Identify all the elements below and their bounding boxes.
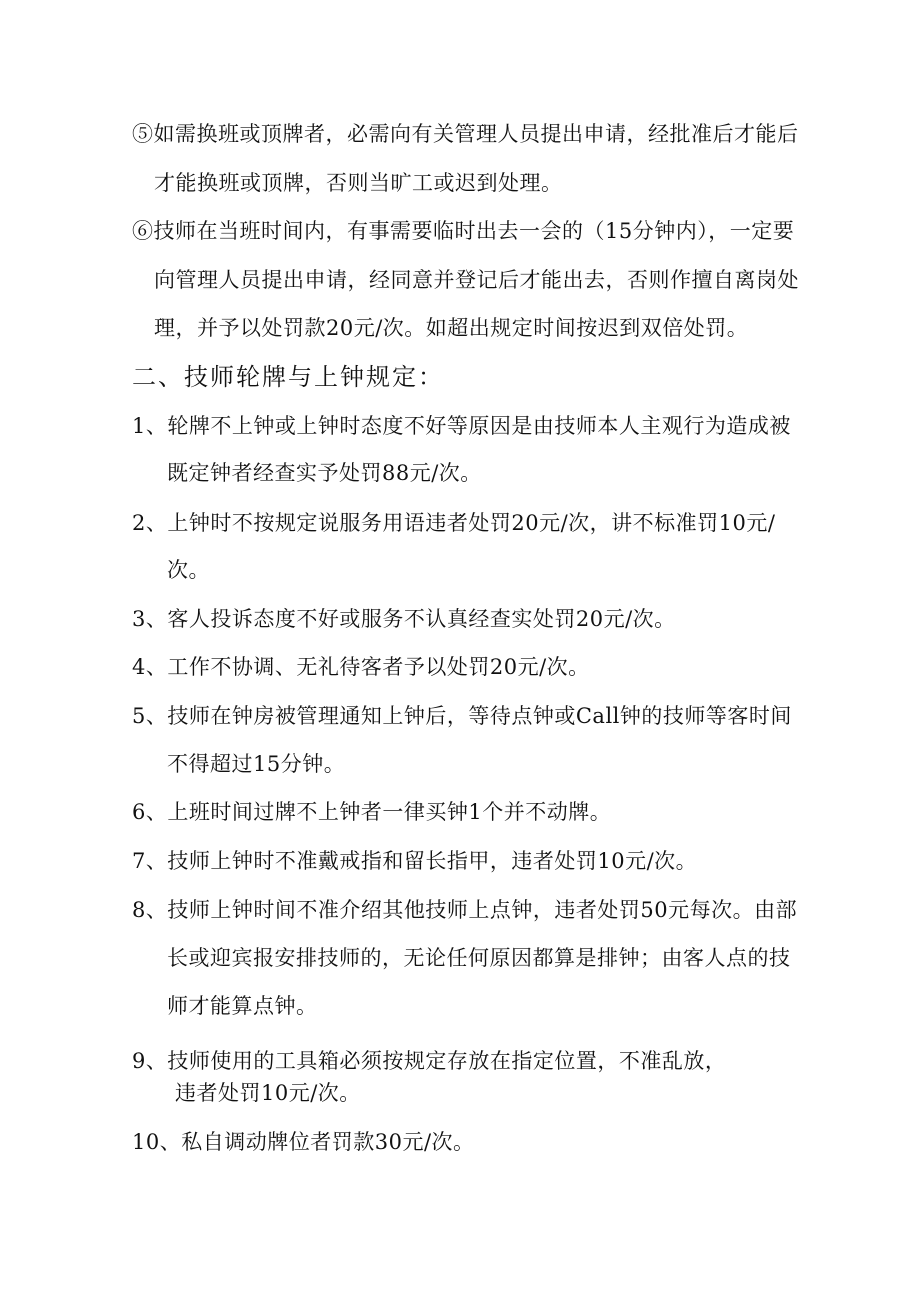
rule-2-line-1: 2、上钟时不按规定说服务用语违者处罚20元/次，讲不标准罚10元/ [132, 511, 776, 535]
rule-3: 3、客人投诉态度不好或服务不认真经查实处罚20元/次。 [132, 607, 676, 631]
rule-7: 7、技师上钟时不准戴戒指和留长指甲，违者处罚10元/次。 [132, 849, 698, 873]
rule-1-line-2: 既定钟者经查实予处罚88元/次。 [167, 461, 482, 485]
rule-5-line-1: 5、技师在钟房被管理通知上钟后，等待点钟或Call钟的技师等客时间 [132, 704, 792, 728]
section-heading: 二、技师轮牌与上钟规定： [132, 363, 444, 391]
rule-6: 6、上班时间过牌不上钟者一律买钟1个并不动牌。 [132, 800, 612, 824]
rule-2-line-2: 次。 [167, 558, 210, 582]
rule-5-line-2: 不得超过15分钟。 [167, 752, 346, 776]
rule-8-line-1: 8、技师上钟时间不准介绍其他技师上点钟，违者处罚50元每次。由部 [132, 898, 798, 922]
rule-9-line-1: 9、技师使用的工具箱必须按规定存放在指定位置，不准乱放， [132, 1049, 727, 1073]
rule-item-6-line-3: 理，并予以处罚款20元/次。如超出规定时间按迟到双倍处罚。 [154, 316, 749, 340]
rule-4: 4、工作不协调、无礼待客者予以处罚20元/次。 [132, 655, 590, 679]
rule-item-6-line-1: ⑥技师在当班时间内，有事需要临时出去一会的（15分钟内），一定要 [132, 219, 795, 243]
rule-item-6-line-2: 向管理人员提出申请，经同意并登记后才能出去，否则作擅自离岗处 [154, 268, 799, 292]
rule-item-5-line-1: ⑤如需换班或顶牌者，必需向有关管理人员提出申请，经批准后才能后 [132, 122, 799, 146]
rule-8-line-2: 长或迎宾报安排技师的，无论任何原因都算是排钟；由客人点的技 [167, 946, 791, 970]
rule-1-line-1: 1、轮牌不上钟或上钟时态度不好等原因是由技师本人主观行为造成被 [132, 414, 791, 438]
rule-8-line-3: 师才能算点钟。 [167, 994, 318, 1018]
rule-item-5-line-2: 才能换班或顶牌，否则当旷工或迟到处理。 [154, 171, 563, 195]
rule-9-line-2: 违者处罚10元/次。 [175, 1081, 361, 1105]
rule-10: 10、私自调动牌位者罚款30元/次。 [132, 1130, 475, 1154]
